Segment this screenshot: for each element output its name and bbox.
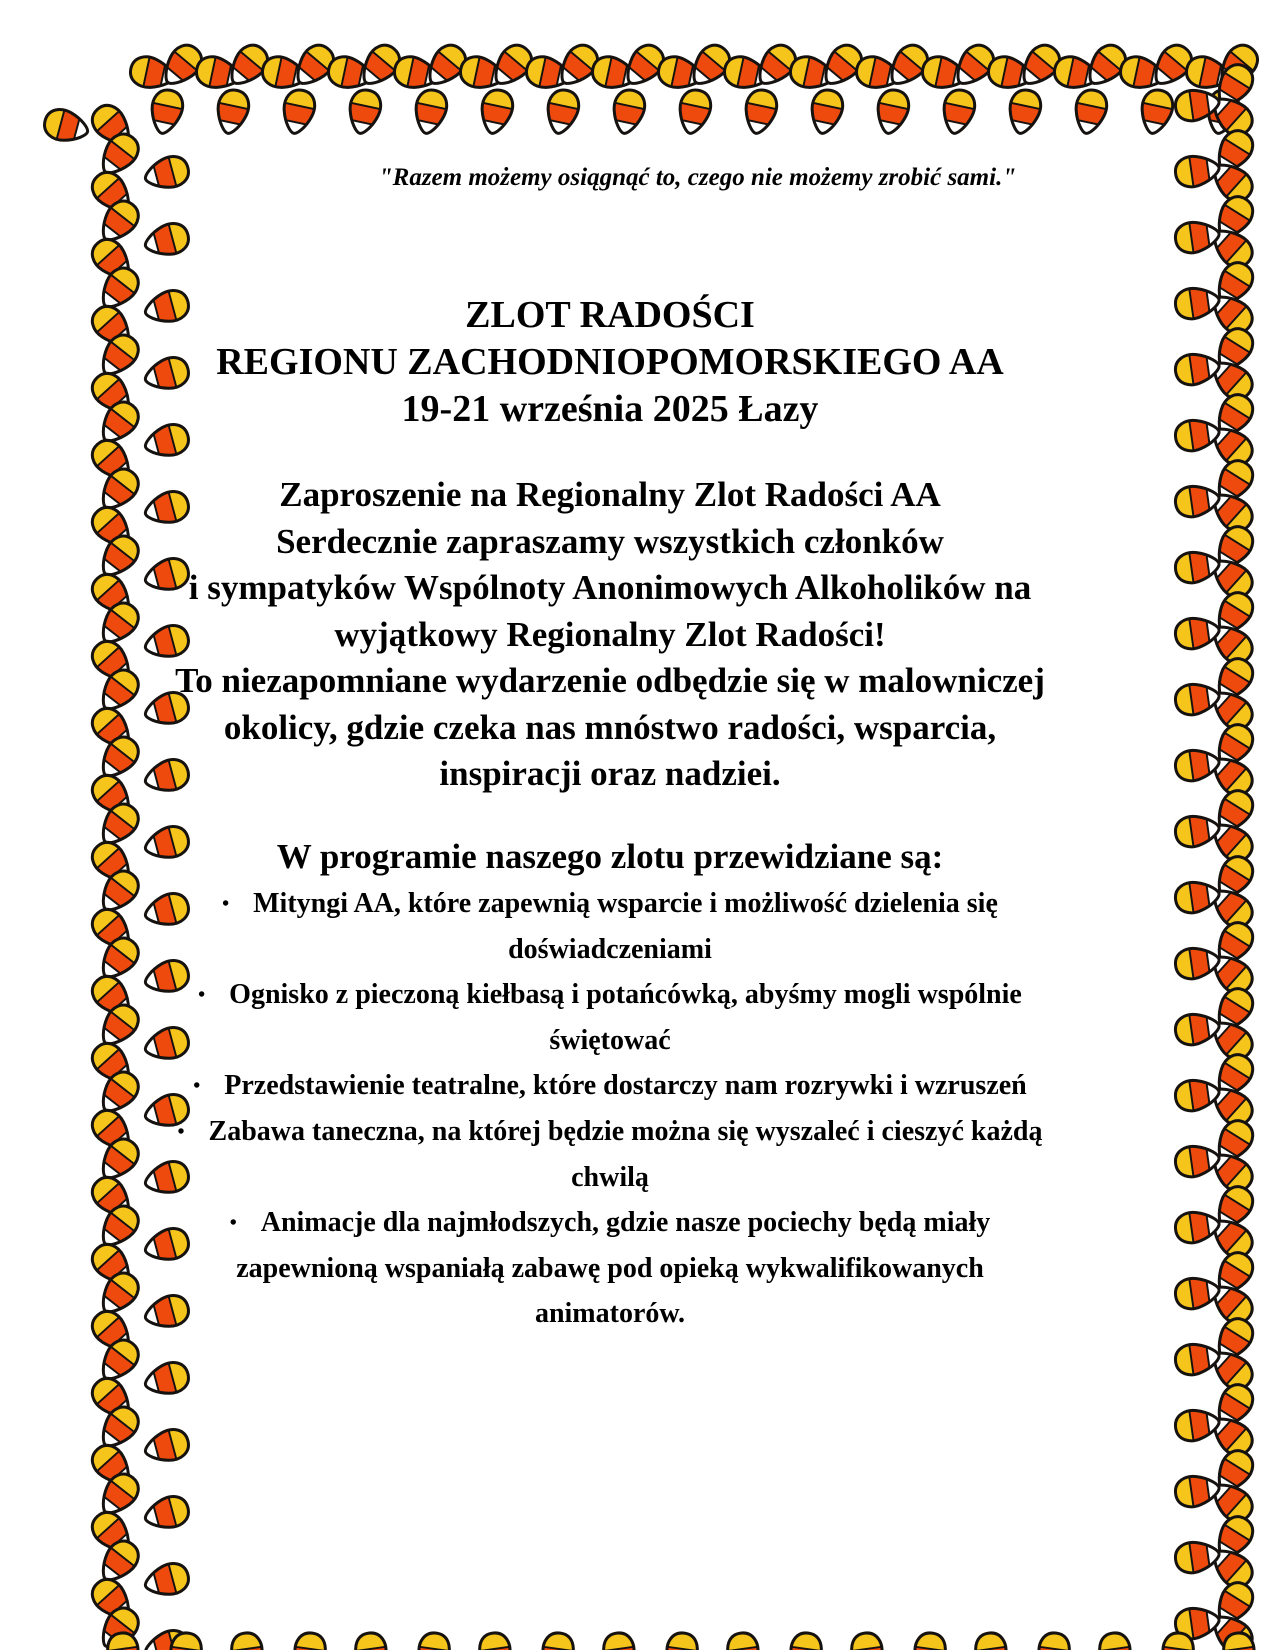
candy-corn-icon	[1029, 1626, 1079, 1650]
list-item	[170, 1200, 1050, 1336]
paragraph-line: To niezapomniane wydarzenie odbędzie się w malowniczej	[175, 661, 1045, 700]
list-item-line: świętować	[549, 1025, 671, 1056]
paragraph-line: i sympatyków Wspólnoty Anonimowych Alkoholików na	[188, 568, 1032, 607]
candy-corn-icon	[1169, 410, 1224, 460]
candy-corn-icon	[734, 82, 786, 140]
list-item-text: Zabawa taneczna, na której będzie można się wyszaleć i cieszyć każdą	[208, 1116, 1043, 1147]
candy-corn-icon	[1169, 80, 1224, 130]
list-item-text: Przedstawienie teatralne, które dostarczy nam rozrywki i wzruszeń	[224, 1070, 1027, 1101]
list-item	[170, 881, 1050, 972]
candy-corn-icon	[657, 1626, 707, 1650]
candy-corn-icon	[1169, 278, 1224, 328]
title-line: REGIONU ZACHODNIOPOMORSKIEGO AA	[216, 341, 1004, 383]
candy-corn-icon	[905, 1626, 955, 1650]
list-item	[170, 1109, 1050, 1200]
list-item-line	[170, 972, 1050, 1018]
candy-corn-icon	[1169, 146, 1224, 196]
candy-corn-icon	[223, 1626, 273, 1650]
candy-corn-icon	[1091, 1626, 1141, 1650]
candy-corn-icon	[800, 82, 852, 140]
list-item-text: Mityngi AA, które zapewnią wsparcie i możliwość dzielenia się	[253, 888, 998, 919]
title-line: ZLOT RADOŚCI	[465, 294, 755, 336]
list-item-line: zapewnioną wspaniałą zabawę pod opieką wykwalifikowanych	[236, 1253, 984, 1284]
paragraph-line: Zaproszenie na Regionalny Zlot Radości AA	[279, 475, 941, 514]
paragraph-line: Serdecznie zapraszamy wszystkich członków	[276, 521, 944, 561]
candy-corn-icon	[1169, 740, 1224, 790]
quote-text: "Razem możemy osiągnąć to, czego nie możemy zrobić sami."	[378, 164, 1017, 191]
candy-corn-icon	[1169, 1400, 1224, 1450]
list-item-text: Ognisko z pieczoną kiełbasą i potańcówką, abyśmy mogli wspólnie	[229, 979, 1022, 1010]
candy-corn-icon	[161, 1626, 211, 1650]
candy-corn-icon	[140, 82, 192, 140]
list-item-line	[170, 1109, 1050, 1155]
candy-corn-icon	[843, 1626, 893, 1650]
paragraph-line: okolicy, gdzie czeka nas mnóstwo radości, wsparcia,	[223, 707, 997, 747]
candy-corn-icon	[1169, 1268, 1224, 1318]
candy-corn-icon	[602, 82, 654, 140]
candy-corn-icon	[1169, 344, 1224, 394]
candy-corn-icon	[471, 1626, 521, 1650]
candy-corn-icon	[668, 82, 720, 140]
candy-corn-icon	[338, 82, 390, 140]
invitation-paragraph	[170, 472, 1050, 798]
title-line: 19-21 września 2025 Łazy	[401, 388, 819, 430]
bullet-marker: •	[193, 1075, 201, 1097]
list-item-text: Animacje dla najmłodszych, gdzie nasze pociechy będą miały	[260, 1207, 991, 1238]
candy-corn-icon	[1169, 806, 1224, 856]
candy-corn-icon	[206, 82, 258, 140]
candy-corn-icon	[1169, 542, 1224, 592]
candy-corn-icon	[347, 1626, 397, 1650]
candy-corn-icon	[1169, 1136, 1224, 1186]
program-list	[170, 881, 1050, 1336]
list-item-line	[170, 881, 1050, 927]
list-item-line	[170, 1063, 1050, 1109]
list-item	[170, 1063, 1050, 1109]
bullet-marker: •	[229, 1212, 237, 1234]
candy-corn-icon	[409, 1626, 459, 1650]
candy-corn-icon	[1169, 872, 1224, 922]
bullet-marker: •	[177, 1121, 185, 1143]
list-item	[170, 972, 1050, 1063]
candy-corn-icon	[404, 82, 456, 140]
list-item-line: animatorów.	[534, 1298, 686, 1329]
candy-corn-icon	[719, 1626, 769, 1650]
candy-corn-icon	[866, 82, 918, 140]
candy-corn-icon	[1169, 1202, 1224, 1252]
list-item-line: chwilą	[571, 1162, 649, 1193]
event-title	[170, 292, 1050, 433]
list-item-line	[170, 1200, 1050, 1246]
bullet-marker: •	[222, 893, 230, 915]
candy-corn-icon	[272, 82, 324, 140]
candy-corn-icon	[1169, 674, 1224, 724]
candy-corn-icon	[285, 1626, 335, 1650]
candy-corn-icon	[595, 1626, 645, 1650]
candy-corn-icon	[1169, 1334, 1224, 1384]
candy-corn-icon	[536, 82, 588, 140]
list-item-line: doświadczeniami	[508, 934, 712, 965]
bullet-marker: •	[198, 984, 206, 1006]
paragraph-line: wyjątkowy Regionalny Zlot Radości!	[334, 614, 886, 654]
candy-corn-icon	[1169, 1070, 1224, 1120]
candy-corn-icon	[1169, 212, 1224, 262]
candy-corn-icon	[967, 1626, 1017, 1650]
candy-corn-icon	[1169, 1466, 1224, 1516]
candy-corn-icon	[470, 82, 522, 140]
candy-corn-icon	[1169, 1004, 1224, 1054]
candy-corn-icon	[1169, 476, 1224, 526]
candy-corn-icon	[533, 1626, 583, 1650]
candy-corn-icon	[781, 1626, 831, 1650]
candy-corn-icon	[1169, 1532, 1224, 1582]
candy-corn-icon	[1064, 82, 1116, 140]
program-heading: W programie naszego zlotu przewidziane są:	[276, 837, 944, 876]
candy-corn-icon	[998, 82, 1050, 140]
candy-corn-icon	[932, 82, 984, 140]
candy-corn-icon	[1169, 608, 1224, 658]
paragraph-line: inspiracji oraz nadziei.	[439, 754, 781, 793]
candy-corn-icon	[1169, 938, 1224, 988]
